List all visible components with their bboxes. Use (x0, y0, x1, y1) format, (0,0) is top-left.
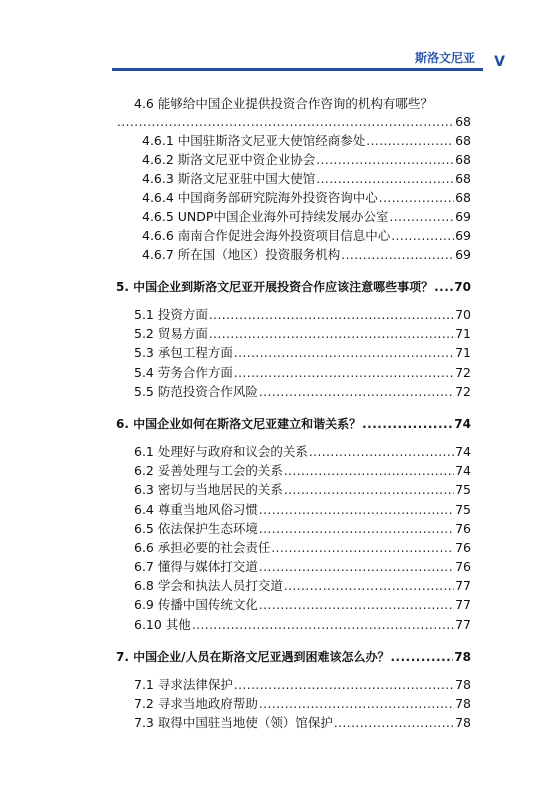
toc-entry-label: 5.3 承包工程方面 (134, 345, 233, 361)
toc-entry-6-9[interactable] (116, 595, 471, 614)
dot-leader (284, 481, 454, 500)
toc-section-label: 5. 中国企业到斯洛文尼亚开展投资合作应该注意哪些事项？ (116, 280, 434, 294)
dot-leader (390, 647, 453, 667)
dot-leader (259, 383, 454, 402)
toc-page-number: 78 (455, 676, 471, 692)
toc-entry-6-8[interactable] (116, 576, 471, 595)
dot-leader (284, 577, 454, 596)
dot-leader (234, 676, 454, 695)
toc-page-number: 69 (455, 247, 471, 262)
toc-entry-7-3[interactable] (116, 713, 471, 732)
toc-entry-4-6-6[interactable] (116, 226, 471, 245)
toc-page-number: 74 (455, 443, 471, 459)
toc-page-number: 74 (455, 463, 471, 479)
toc-entry-label: 7.3 取得中国驻当地使（领）馆保护 (134, 715, 333, 731)
toc-entry-5-2[interactable] (116, 324, 471, 343)
toc-entry-label: 4.6.4 中国商务部研究院海外投资咨询中心 (142, 190, 378, 205)
dot-leader (366, 132, 454, 151)
toc-page-number: 69 (455, 228, 471, 243)
toc-entry-5-5[interactable] (116, 382, 471, 401)
toc-page-number: 78 (455, 696, 471, 711)
toc-entry-label: 4.6.7 所在国（地区）投资服务机构 (142, 247, 341, 262)
toc-entry-label: 7.1 寻求法律保护 (134, 676, 233, 692)
toc-entry-6-10[interactable] (116, 615, 471, 634)
toc-page-number: 72 (455, 364, 471, 380)
header-rule (112, 68, 483, 71)
toc-entry-4-6-3[interactable] (116, 169, 471, 188)
toc-section-5[interactable] (116, 277, 471, 297)
toc-entry-5-4[interactable] (116, 363, 471, 382)
toc-entry-4-6-1[interactable] (116, 131, 471, 150)
toc-entry-label: 6.4 尊重当地风俗习惯 (134, 501, 258, 517)
toc-entry-6-2[interactable] (116, 461, 471, 480)
toc-section-label: 7. 中国企业/人员在斯洛文尼亚遇到困难该怎么办？ (116, 649, 390, 664)
toc-page-number: 69 (455, 209, 471, 224)
toc-page-number: 70 (454, 280, 471, 294)
toc-entry-label: 4.6.3 斯洛文尼亚驻中国大使馆 (142, 171, 316, 186)
toc-entry-label: 5.4 劳务合作方面 (134, 364, 233, 380)
toc-page-number: 71 (455, 326, 471, 342)
toc-entry-6-3[interactable] (116, 480, 471, 499)
dot-leader (259, 558, 454, 577)
toc-page-number: 76 (455, 559, 471, 575)
toc-page-number: 78 (455, 715, 471, 731)
toc-section-7[interactable] (116, 647, 471, 667)
toc-entry-4-6-7[interactable] (116, 245, 471, 264)
toc-page-number: 68 (455, 152, 471, 167)
toc-entry-7-2[interactable] (116, 694, 471, 713)
page-number: V (494, 54, 505, 70)
toc-entry-label: 6.1 处理好与政府和议会的关系 (134, 443, 308, 459)
toc-entry-label: 6.7 懂得与媒体打交道 (134, 559, 258, 575)
toc-entry-label: 4.6.5 UNDP中国企业海外可持续发展办公室 (142, 209, 389, 224)
dot-leader (389, 208, 454, 227)
toc-entry-7-1[interactable] (116, 675, 471, 694)
toc-entry-label: 4.6.1 中国驻斯洛文尼亚大使馆经商参处 (142, 133, 366, 148)
toc-page-number: 71 (455, 345, 471, 361)
toc-page-number: 68 (455, 114, 471, 129)
dot-leader (334, 714, 454, 733)
toc-entry-label: 4.6 能够给中国企业提供投资合作咨询的机构有哪些？ (134, 96, 433, 111)
toc-section-6[interactable] (116, 414, 471, 434)
toc-entry-4-6-title[interactable] (116, 95, 471, 113)
toc-page-number: 76 (455, 520, 471, 536)
toc-entry-6-6[interactable] (116, 538, 471, 557)
dot-leader (379, 189, 454, 208)
dot-leader (309, 443, 454, 462)
dot-leader (434, 277, 453, 297)
toc-page-number: 78 (454, 649, 471, 664)
toc-entry-6-5[interactable] (116, 519, 471, 538)
toc-entry-4-6-5[interactable] (116, 207, 471, 226)
toc-entry-6-7[interactable] (116, 557, 471, 576)
dot-leader (234, 364, 454, 383)
toc-page-number: 68 (455, 190, 471, 205)
dot-leader (362, 414, 453, 434)
toc-entry-label: 6.8 学会和执法人员打交道 (134, 578, 283, 594)
dot-leader (259, 520, 454, 539)
toc-page-number: 75 (455, 482, 471, 498)
toc-entry-5-3[interactable] (116, 343, 471, 362)
toc-section-label: 6. 中国企业如何在斯洛文尼亚建立和谐关系？ (116, 416, 362, 431)
toc-entry-label: 6.6 承担必要的社会责任 (134, 539, 271, 555)
toc-entry-label: 4.6.6 南南合作促进会海外投资项目信息中心 (142, 228, 391, 243)
toc-entry-4-6-4[interactable] (116, 188, 471, 207)
table-of-contents (116, 95, 471, 732)
toc-page-number: 77 (455, 578, 471, 594)
toc-page-number: 68 (455, 133, 471, 148)
toc-page-number: 74 (454, 416, 471, 431)
dot-leader (209, 306, 454, 325)
toc-entry-4-6-leader[interactable] (116, 113, 471, 131)
dot-leader (391, 227, 454, 246)
toc-entry-5-1[interactable] (116, 305, 471, 324)
toc-page-number: 68 (455, 171, 471, 186)
dot-leader (209, 325, 454, 344)
toc-entry-4-6-2[interactable] (116, 150, 471, 169)
toc-page-number: 76 (455, 539, 471, 555)
toc-page-number: 77 (455, 597, 471, 613)
dot-leader (117, 113, 454, 131)
toc-page-number: 70 (455, 307, 471, 322)
toc-entry-label: 5.2 贸易方面 (134, 326, 208, 342)
dot-leader (341, 246, 454, 265)
dot-leader (316, 170, 454, 189)
toc-entry-label: 6.5 依法保护生态环境 (134, 520, 258, 536)
dot-leader (234, 344, 454, 363)
dot-leader (259, 695, 454, 714)
dot-leader (192, 616, 454, 635)
dot-leader (316, 151, 454, 170)
dot-leader (259, 501, 454, 520)
toc-entry-label: 6.3 密切与当地居民的关系 (134, 482, 283, 498)
toc-entry-label: 7.2 寻求当地政府帮助 (134, 696, 258, 711)
toc-entry-6-1[interactable] (116, 442, 471, 461)
dot-leader (259, 596, 454, 615)
toc-entry-label: 5.1 投资方面 (134, 307, 208, 322)
dot-leader (271, 539, 454, 558)
toc-entry-label: 6.10 其他 (134, 616, 191, 632)
toc-entry-6-4[interactable] (116, 500, 471, 519)
header-title: 斯洛文尼亚 (414, 51, 475, 65)
toc-page-number: 75 (455, 501, 471, 517)
dot-leader (284, 462, 454, 481)
toc-page-number: 72 (455, 383, 471, 399)
toc-entry-label: 5.5 防范投资合作风险 (134, 383, 258, 399)
toc-page-number: 77 (455, 616, 471, 632)
toc-entry-label: 6.9 传播中国传统文化 (134, 597, 258, 613)
toc-entry-label: 4.6.2 斯洛文尼亚中资企业协会 (142, 152, 316, 167)
toc-entry-label: 6.2 妥善处理与工会的关系 (134, 463, 283, 479)
